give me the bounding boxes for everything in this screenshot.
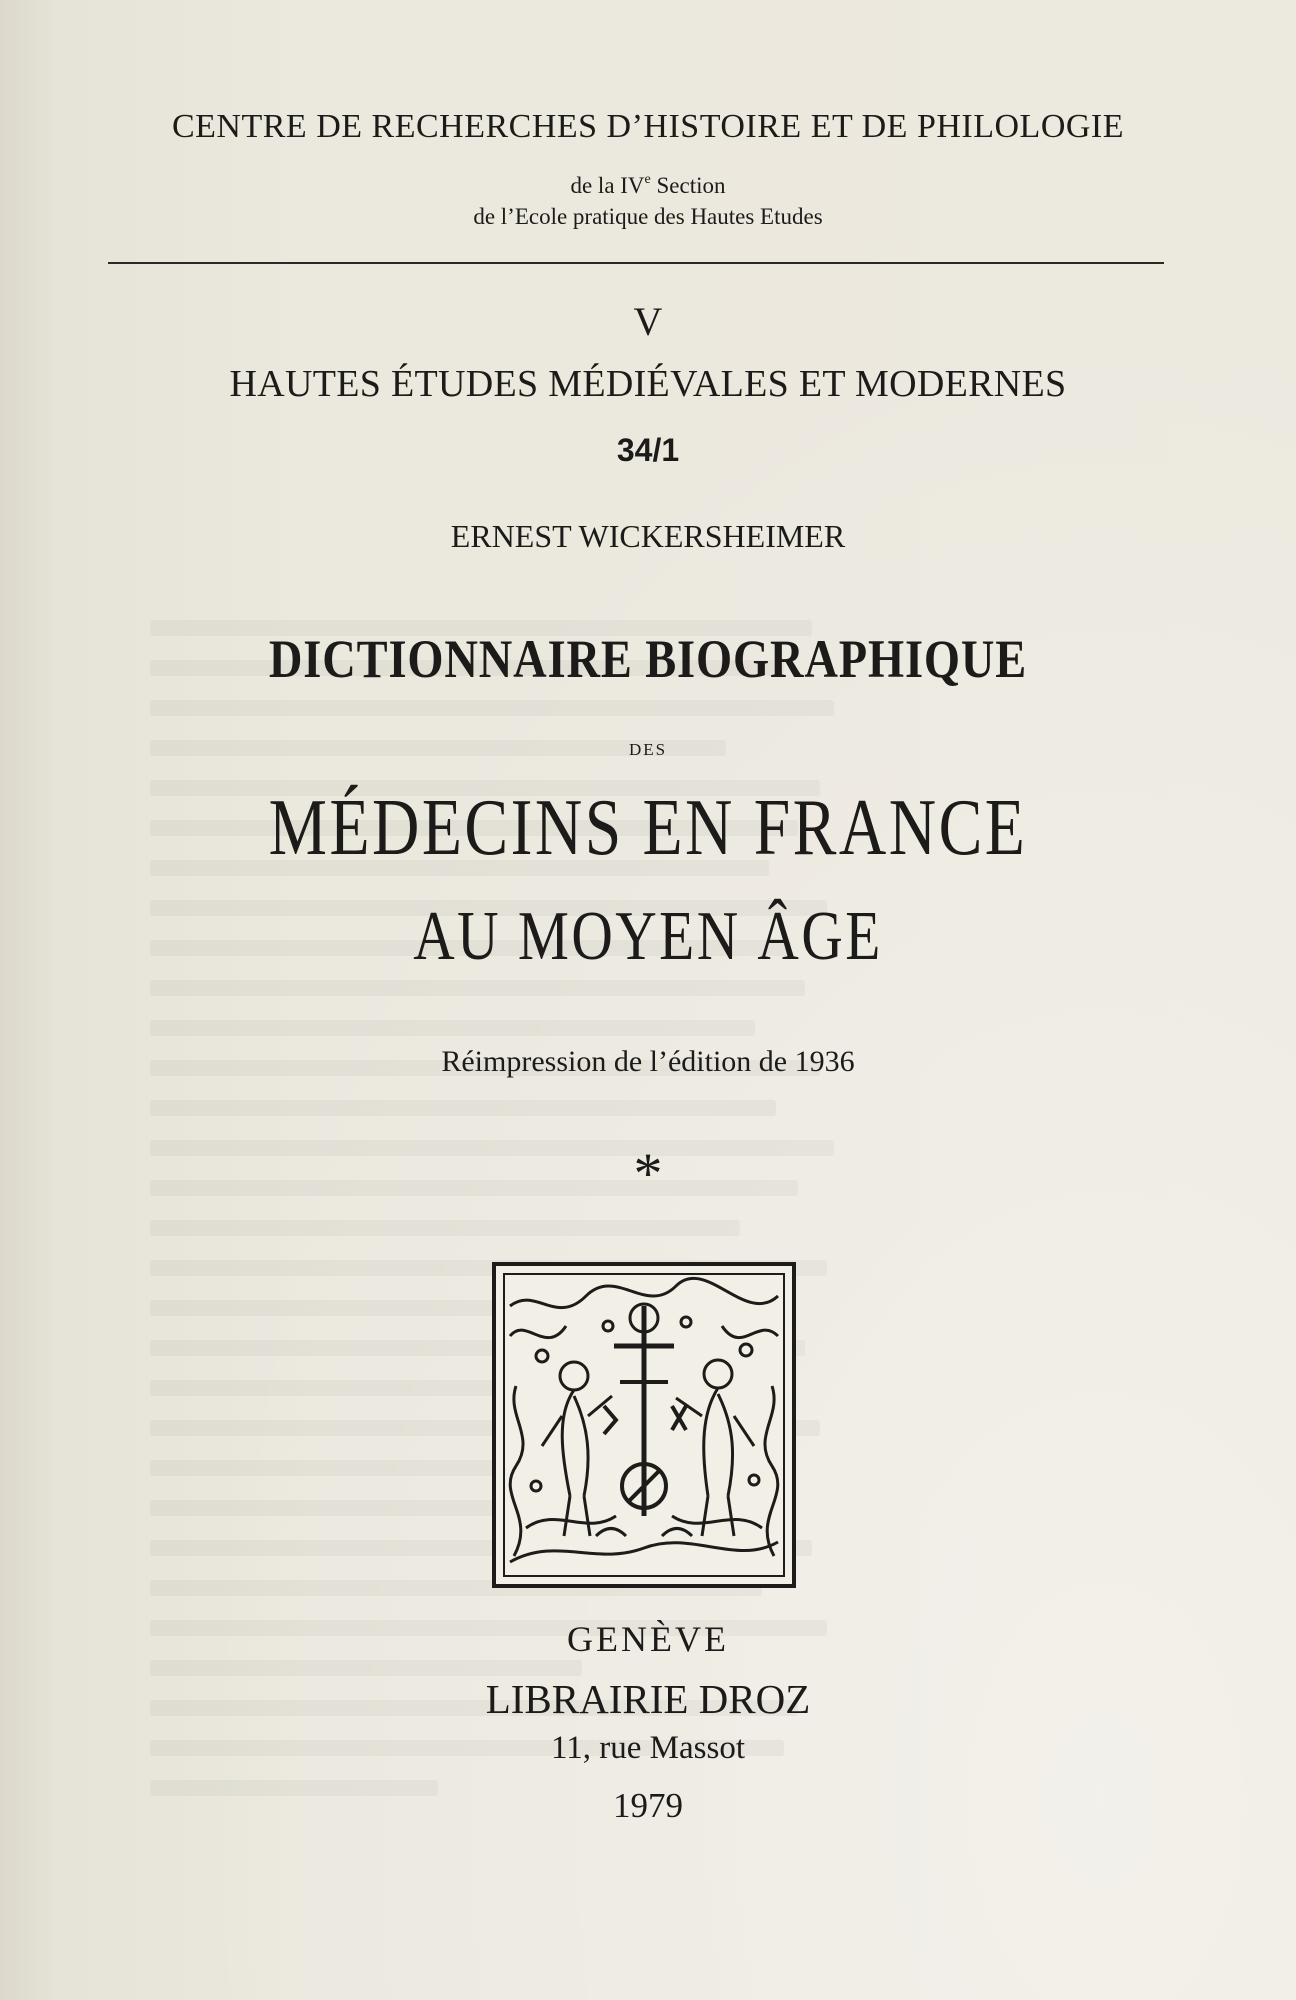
school-line: de l’Ecole pratique des Hautes Etudes: [473, 204, 823, 229]
institution-heading: CENTRE DE RECHERCHES D’HISTOIRE ET DE PHILOLOGIE: [171, 108, 1125, 145]
divider-rule: [108, 262, 1164, 264]
section-line: [0, 172, 1296, 199]
title-connector: DES: [628, 740, 668, 759]
series-name: HAUTES ÉTUDES MÉDIÉVALES ET MODERNES: [229, 363, 1067, 405]
author-name: ERNEST WICKERSHEIMER: [450, 518, 846, 554]
volume-asterisk: *: [633, 1141, 663, 1206]
title-line-2: MÉDECINS EN FRANCE: [268, 784, 1028, 872]
reprint-note: Réimpression de l’édition de 1936: [441, 1045, 855, 1078]
volume-number: 34/1: [616, 432, 680, 468]
title-line-3: AU MOYEN ÂGE: [413, 898, 883, 975]
series-number: V: [633, 299, 663, 344]
publisher-address: 11, rue Massot: [550, 1730, 745, 1766]
publication-year: 1979: [613, 1786, 683, 1825]
woodcut-printers-mark-icon: [492, 1262, 796, 1588]
title-line-1: DICTIONNAIRE BIOGRAPHIQUE: [268, 629, 1028, 689]
publisher-city: GENÈVE: [567, 1619, 729, 1659]
section-suffix: Section: [650, 173, 726, 198]
section-superscript: e: [644, 172, 651, 187]
printers-mark-svg: [496, 1266, 792, 1584]
publisher-name: LIBRAIRIE DROZ: [485, 1676, 811, 1722]
section-prefix: de la IV: [570, 173, 645, 198]
